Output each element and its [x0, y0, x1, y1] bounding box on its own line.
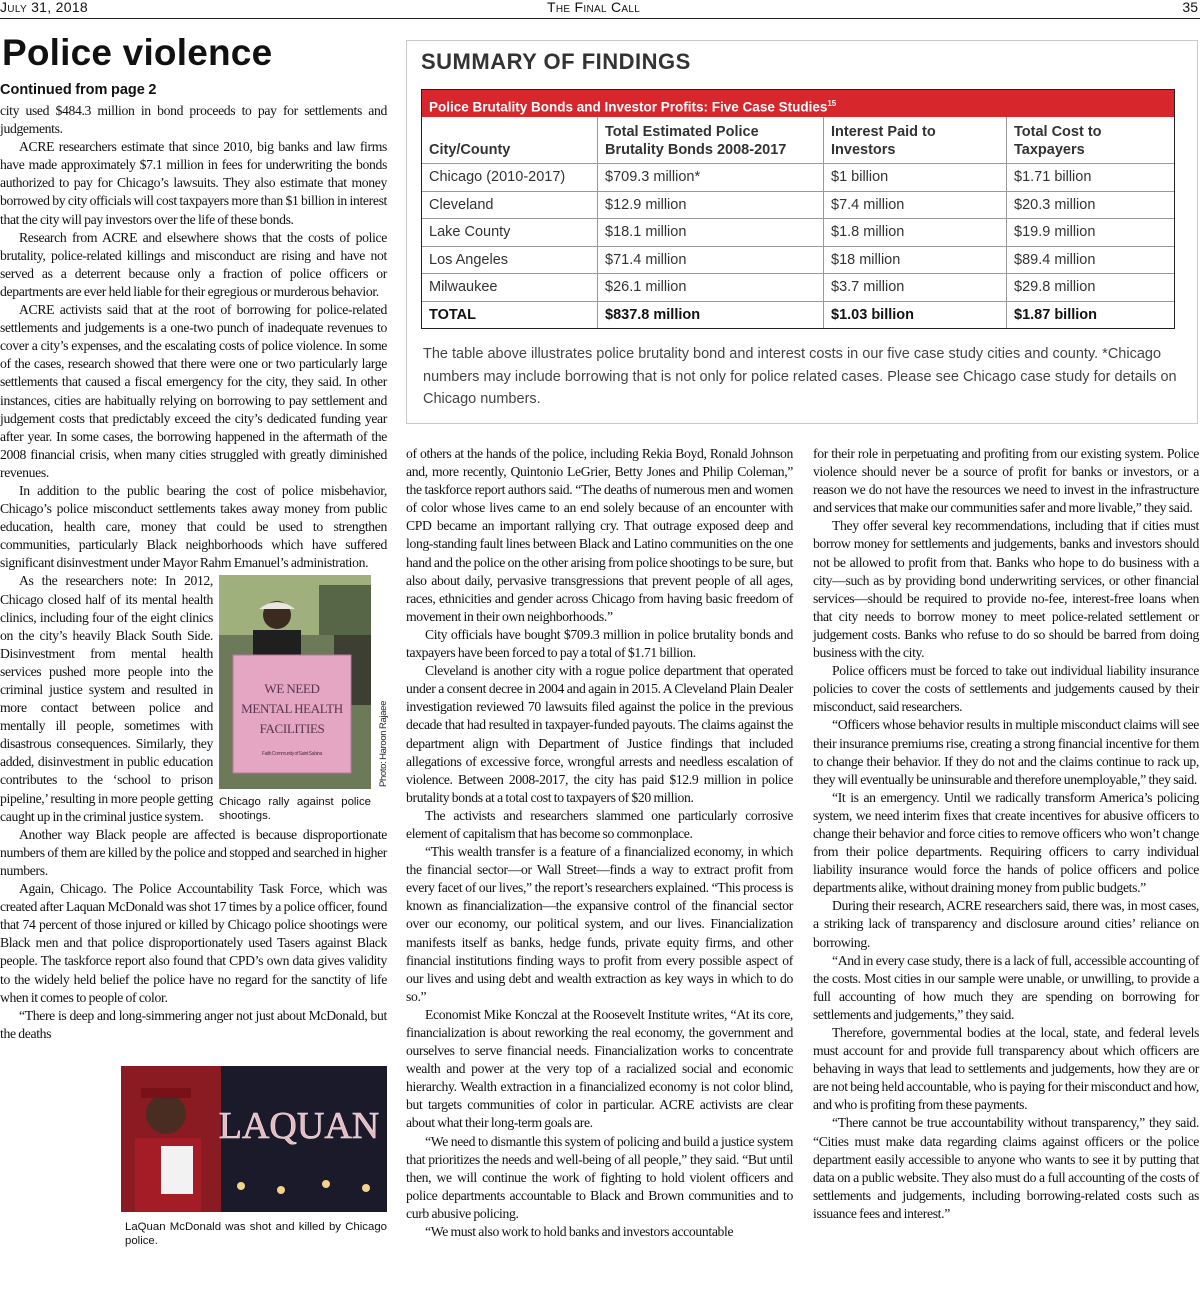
cell: $29.8 million: [1007, 274, 1175, 302]
paragraph: City officials have bought $709.3 million in police brutality bonds and taxpayers have been forced to pay a total of $1.71 billion.: [406, 626, 793, 661]
cell: $89.4 million: [1007, 246, 1175, 274]
paragraph: for their role in perpetuating and profiting from our existing system. Police violence should never be a source of profit for banks or investors, or a reason we do not have the resources we need to invest in the infrastructure and services that make our communities safer and more livable,” they said.: [813, 446, 1199, 516]
paragraph: ACRE activists said that at the root of borrowing for police-related settlements and judgements is a one-two punch of inadequate revenues to cover a city’s expenses, and the escalating costs of police violence. In some of the cases, research showed that there were one or two particularly large settlements that caused a fiscal emergency for the city, they said. In other instances, cities are habitually relying on borrowing to pay settlement and judgement costs that predictably exceed the city’s dedicated funding year after year. In some cases, the borrowing happened in the aftermath of the 2008 financial crisis, when many cities struggled with greatly diminished revenues.: [0, 302, 387, 480]
table-row: [422, 274, 1174, 302]
cell: $1.71 billion: [1007, 164, 1175, 192]
publication-name: The Final Call: [547, 0, 641, 15]
photo-caption: Chicago rally against police shootings.: [219, 795, 371, 822]
article-column-2: [406, 445, 793, 1241]
headline: Police violence: [2, 32, 273, 73]
summary-of-findings-box: [406, 40, 1198, 424]
paragraph: city used $484.3 million in bond proceeds to pay for settlements and judgements.: [0, 103, 387, 137]
cell: $26.1 million: [598, 274, 824, 302]
paragraph: ACRE researchers estimate that since 2010, big banks and law firms have made approximately $7.1 million in fees for underwriting the bonds authorized to pay for Chicago’s lawsuits. They also estimate that money borrowed by city officials will cost taxpayers more than $1 billion in interest that the city will pay investors over the life of these bonds.: [0, 139, 387, 227]
column-header: City/County: [429, 142, 511, 158]
cell: Lake County: [422, 219, 598, 247]
photo-caption: LaQuan McDonald was shot and killed by Chicago police.: [125, 1221, 387, 1247]
issue-date: July 31, 2018: [0, 0, 88, 15]
footnote-ref: 15: [827, 99, 837, 108]
rally-photo-image: [219, 575, 371, 789]
cell: Los Angeles: [422, 246, 598, 274]
table-row: [422, 191, 1174, 219]
paragraph: “Officers whose behavior results in multiple misconduct claims will see their insurance premiums rise, creating a strong financial incentive for them to change their behavior. If they do not and the claims continue to rack up, they will eventually be uninsurable and therefore unemployable,” they said.: [813, 717, 1199, 787]
paragraph: “There cannot be true accountability without transparency,” they said. “Cities must make data regarding claims against officers or the police department easily accessible to anyone who wants to see it by putting that data on a public website. They also must do a full accounting of the costs of settlements and judgements, including borrowing-related costs such as issuance fees and interest.”: [813, 1115, 1199, 1221]
paragraph: “There is deep and long-simmering anger not just about McDonald, but the deaths: [0, 1007, 387, 1041]
paragraph: In addition to the public bearing the cost of police misbehavior, Chicago’s police misconduct settlements takes away money from public education, health care, money that could be used to strengthen communities, particularly Black neighborhoods which have suffered significant disinvestment under Mayor Rahm Emanuel’s administration.: [0, 482, 387, 571]
paragraph: of others at the hands of the police, including Rekia Boyd, Ronald Johnson and, more recently, Quintonio LeGrier, Betty Jones and Philip Coleman,” the taskforce report authors said. “The deaths of numerous men and women of color whose lives came to an end solely because of an encounter with CPD became an important rallying cry. That outrage exposed deep and long-standing fault lines between Black and Latino communities on the one hand and the police on the other arising from police shootings to be sure, but also about daily, pervasive transgressions that prevent people of all ages, races, ethnicities and gender across Chicago from having basic freedom of movement in their own neighborhoods.”: [406, 446, 793, 624]
page-number: 35: [1182, 0, 1198, 15]
cell: $7.4 million: [824, 191, 1007, 219]
cell: $18.1 million: [598, 219, 824, 247]
paragraph: As the researchers note: In 2012, Chicago closed half of its mental health clinics, including four of the eight clinics on the city’s heavily Black South Side. Disinvestment from mental health services pushed more people into the criminal justice system and resulted in more contact between police and mentally ill people, sometimes with disastrous consequences. Similarly, they added, disinvestment in public education contributes to the ‘school to prison pipeline,’ resulting in more people getting caught up in the criminal justice system.: [0, 573, 213, 824]
cell: $20.3 million: [1007, 191, 1175, 219]
column-header: Total Estimated Police Brutality Bonds 2008-2017: [598, 117, 824, 164]
paragraph: They offer several key recommendations, including that if cities must borrow money for settlements and judgements, banks and investors should not be allowed to profit from that. Banks who hope to do business with a city—such as by providing bond underwriting services, or other financial services—should be required to provide no-fee, interest-free loans when that city needs to borrow money to meet police-related settlement or judgement costs. Banks who refuse to do so should be barred from doing business with the city.: [813, 518, 1199, 661]
photo-rally: [219, 575, 387, 822]
table-note: The table above illustrates police brutality bond and interest costs in our five case study cities and county. *Chicago numbers may include borrowing that is not only for police related cases. Please see Chicago case study for details on Chicago numbers.: [423, 346, 1177, 407]
paragraph: “And in every case study, there is a lack of full, accessible accounting of the costs. Most cities in our sample were unable, or unwilling, to provide a full accounting of how much they are spending on borrowing for settlements and judgements,” they said.: [813, 952, 1199, 1022]
cell: TOTAL: [422, 301, 598, 328]
table-header-row: [422, 117, 1174, 164]
paragraph: “This wealth transfer is a feature of a financialized economy, in which the financial sector—or Wall Street—finds a way to extract profit from every facet of our lives,” the report’s researchers explained. “This process is known as financialization—the expansive control of the financial sector over our economy, our political system, and our lives. Financialization manifests itself as banks, hedge funds, private equity firms, and other financial institutions finding ways to profit from every possible aspect of our lives and using debt and wealth extraction as key ways in which to do so.”: [406, 844, 793, 1004]
paragraph: Therefore, governmental bodies at the local, state, and federal levels must account for and provide full transparency about which officers are behaving in ways that lead to settlements and judgements, how they are or are not being held accountable, who is paying for their misconduct and how, and who is profiting from these payments.: [813, 1025, 1199, 1113]
cell: $1 billion: [824, 164, 1007, 192]
cell: Chicago (2010-2017): [422, 164, 598, 192]
cell: $1.87 billion: [1007, 301, 1175, 328]
findings-table: [421, 89, 1175, 329]
paragraph: Economist Mike Konczal at the Roosevelt Institute writes, “At its core, financialization is about reworking the real economy, the government and ourselves to serve financial needs. Financialization works to concentrate wealth and power at the very top of a racialized social and economic hierarchy. Wealth extraction in a financialized economy is not color blind, but targets communities of color in particular. ACRE activists are clear about what their long-term goals are.: [406, 1006, 793, 1131]
photo-credit: Photo: Haroon Rajaee: [378, 701, 389, 788]
cell: $837.8 million: [598, 301, 824, 328]
cell: $12.9 million: [598, 191, 824, 219]
paragraph: “We need to dismantle this system of policing and build a justice system that prioritizes the needs and well-being of all people,” they said. “But until then, we will continue the work of fighting to hold violent officers and police departments accountable to Black and Brown communities and to curb abusive policing.: [406, 1133, 793, 1221]
article-column-1: [0, 81, 387, 1043]
paragraph: The activists and researchers slammed one particularly corrosive element of capitalism that has become so commonplace.: [406, 807, 793, 841]
svg-text:LAQUAN: LAQUAN: [218, 1105, 380, 1147]
paragraph: Another way Black people are affected is because disproportionate numbers of them are killed by the police and stopped and searched in higher numbers.: [0, 826, 387, 878]
cell: $1.8 million: [824, 219, 1007, 247]
cell: $71.4 million: [598, 246, 824, 274]
cell: Milwaukee: [422, 274, 598, 302]
cell: $1.03 billion: [824, 301, 1007, 328]
laquan-photo-image: [121, 1066, 387, 1212]
paragraph: During their research, ACRE researchers said, there was, in most cases, a striking lack of transparency and disclosure around cities’ reliance on borrowing.: [813, 898, 1199, 950]
paragraph: Police officers must be forced to take out individual liability insurance policies to cover the costs of settlements and judgements caused by their misconduct, said researchers.: [813, 663, 1199, 715]
cell: Cleveland: [422, 191, 598, 219]
table-row: [422, 164, 1174, 192]
table-row: [422, 246, 1174, 274]
paragraph: “It is an emergency. Until we radically transform America’s policing system, we need interim fixes that create incentives for abusive officers to change their behavior and force cities to remove officers who won’t change from their police departments. Requiring officers to carry individual liability insurance would force the hands of police officers and police departments alike, without draining money from public budgets.”: [813, 789, 1199, 896]
table-title: Police Brutality Bonds and Investor Profits: Five Case Studies$^{15}$: [422, 90, 1174, 117]
summary-heading: SUMMARY OF FINDINGS: [421, 49, 691, 74]
svg-text:FACILITIES: FACILITIES: [259, 721, 325, 737]
paragraph: Cleveland is another city with a rogue police department that operated under a consent decree in 2004 and again in 2015. A Cleveland Plain Dealer investigation reviewed 70 lawsuits filed against the police in the previous decade that had resulted in taxpayer-funded payouts. The claims against the department align with Department of Justice findings that included allegations of excessive force, wrongful arrests and needless escalation of violence. Between 2008-2017, the city has paid $12.9 million in police brutality bonds at a total cost to taxpayers of $20 million.: [406, 663, 793, 805]
cell: $19.9 million: [1007, 219, 1175, 247]
cell: $18 million: [824, 246, 1007, 274]
continued-label: Continued from page 2: [0, 82, 157, 98]
paragraph: “We must also work to hold banks and investors accountable: [425, 1224, 734, 1240]
column-header: Interest Paid to Investors: [824, 117, 1007, 164]
photo-laquan: [121, 1066, 387, 1248]
svg-text:MENTAL HEALTH: MENTAL HEALTH: [241, 701, 343, 717]
page-header: [0, 0, 1200, 19]
svg-text:Faith Community of Saint Sabin: Faith Community of Saint Sabina: [261, 751, 323, 758]
cell: $3.7 million: [824, 274, 1007, 302]
table-row: [422, 219, 1174, 247]
article-column-3: [813, 445, 1199, 1223]
column-header: Total Cost to Taxpayers: [1007, 117, 1175, 164]
paragraph: Again, Chicago. The Police Accountability Task Force, which was created after Laquan McDonald was shot 17 times by a police officer, found that 74 percent of those injured or killed by Chicago police shootings were Black men and that police disproportionately used Tasers against Black people. The taskforce report also found that CPD’s own data gives validity to the widely held belief the police have no regard for the sanctity of life when it comes to people of color.: [0, 881, 387, 1005]
table-total-row: [422, 301, 1174, 328]
paragraph: Research from ACRE and elsewhere shows that the costs of police brutality, police-related killings and misconduct are rising and have not served as a deterrent because only a fraction of police officers or departments are ever held liable for their egregious or murderous behavior.: [0, 229, 387, 299]
svg-text:WE NEED: WE NEED: [264, 681, 320, 697]
cell: $709.3 million*: [598, 164, 824, 192]
